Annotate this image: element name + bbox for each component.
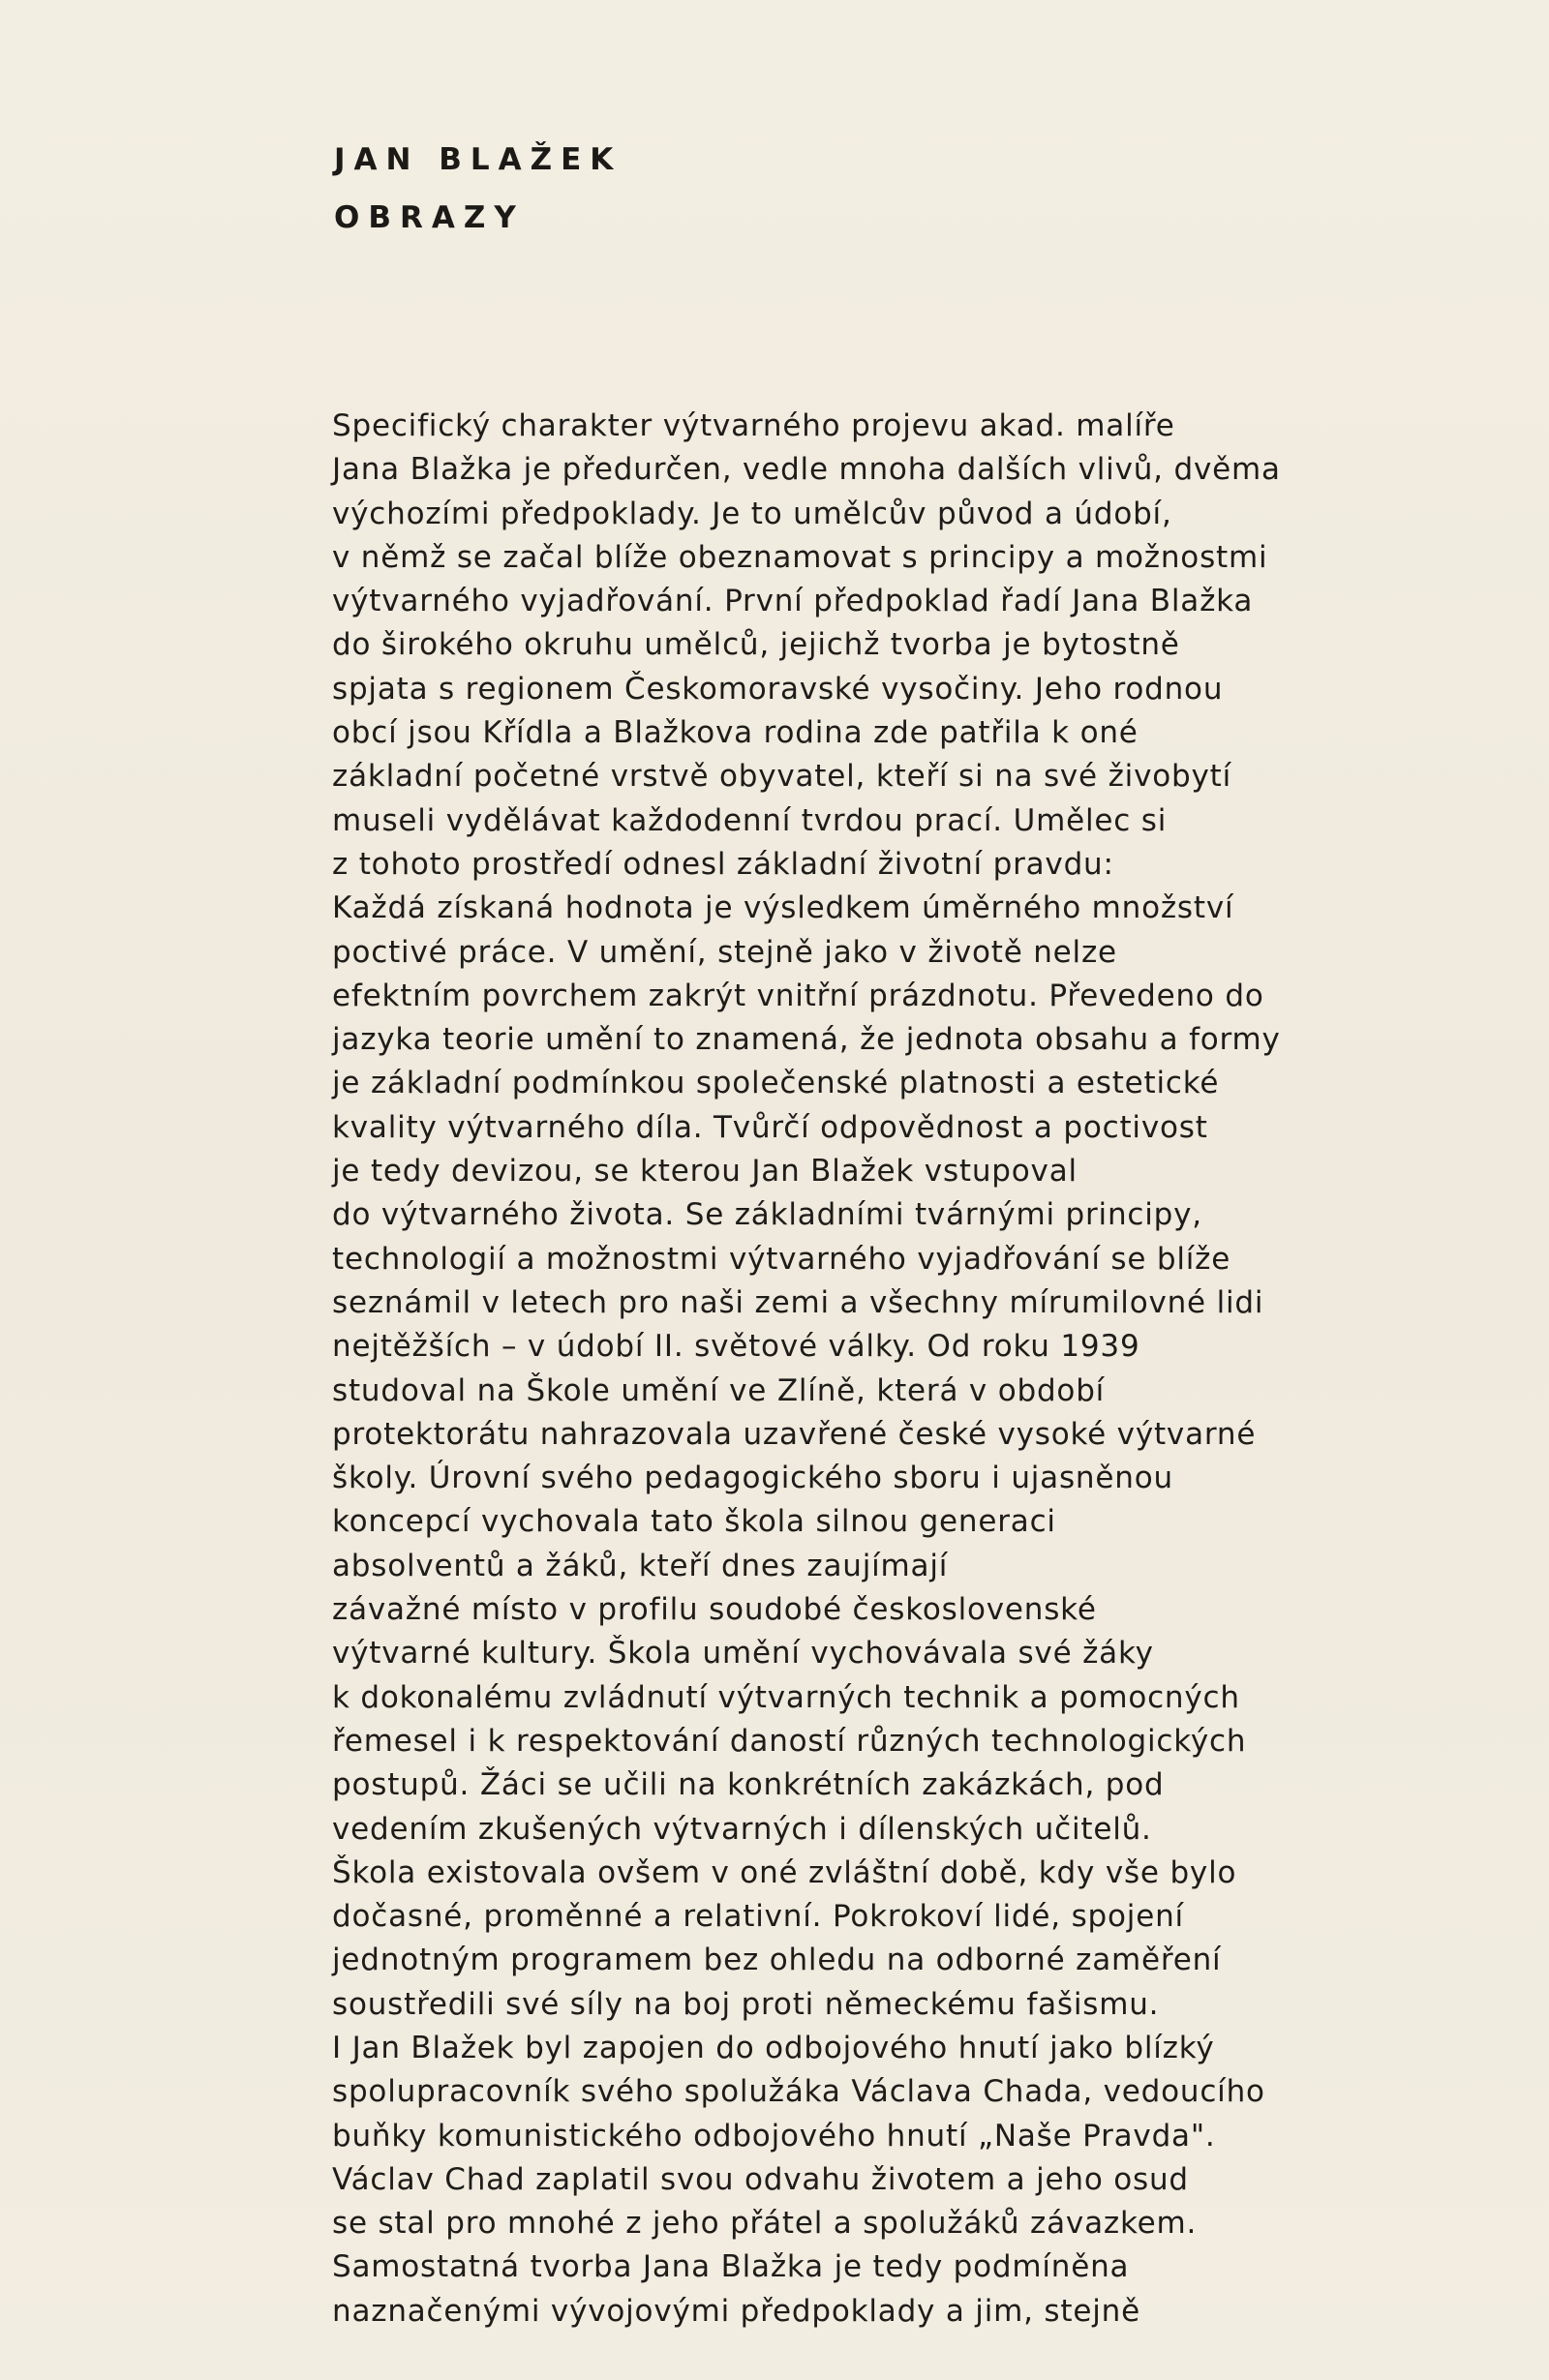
text-line: Specifický charakter výtvarného projevu akad. malíře xyxy=(332,408,1175,443)
text-line: spolupracovník svého spolužáka Václava Chada, vedoucího xyxy=(332,2074,1265,2110)
text-line: v němž se začal blíže obeznamovat s principy a možnostmi xyxy=(332,539,1268,575)
text-line: spjata s regionem Českomoravské vysočiny. Jeho rodnou xyxy=(332,671,1224,707)
text-line: jazyka teorie umění to znamená, že jednota obsahu a formy xyxy=(332,1022,1281,1058)
text-line: seznámil v letech pro naši zemi a všechny mírumilovné lidi xyxy=(332,1284,1264,1320)
text-line: koncepcí vychovala tato škola silnou generaci xyxy=(332,1504,1056,1540)
body-text xyxy=(332,405,1378,2334)
text-line: je tedy devizou, se kterou Jan Blažek vstupoval xyxy=(332,1154,1078,1190)
text-line: absolventů a žáků, kteří dnes zaujímají xyxy=(332,1548,949,1583)
text-line: technologií a možnostmi výtvarného vyjadřování se blíže xyxy=(332,1241,1231,1277)
text-line: protektorátu nahrazovala uzavřené české vysoké výtvarné xyxy=(332,1416,1257,1452)
text-line: museli vydělávat každodenní tvrdou prací. Umělec si xyxy=(332,802,1168,838)
text-line: buňky komunistického odbojového hnutí „Naše Pravda". xyxy=(332,2118,1216,2154)
text-line: naznačenými vývojovými předpoklady a jim, stejně xyxy=(332,2293,1140,2329)
text-line: výtvarného vyjadřování. První předpoklad řadí Jana Blažka xyxy=(332,584,1254,619)
text-line: školy. Úrovní svého pedagogického sboru i ujasněnou xyxy=(332,1461,1173,1496)
text-line: do širokého okruhu umělců, jejichž tvorba je bytostně xyxy=(332,627,1180,663)
text-line: základní početné vrstvě obyvatel, kteří si na své živobytí xyxy=(332,759,1231,795)
text-line: poctivé práce. V umění, stejně jako v životě nelze xyxy=(332,934,1117,970)
subtitle-heading: OBRAZY xyxy=(334,200,525,235)
text-line: postupů. Žáci se učili na konkrétních zakázkách, pod xyxy=(332,1767,1165,1803)
text-line: řemesel i k respektování daností různých technologických xyxy=(332,1723,1247,1759)
text-line: efektním povrchem zakrýt vnitřní prázdnotu. Převedeno do xyxy=(332,978,1264,1013)
text-line: výchozími předpoklady. Je to umělcův původ a údobí, xyxy=(332,496,1172,531)
text-line: se stal pro mnohé z jeho přátel a spolužáků závazkem. xyxy=(332,2206,1198,2242)
text-line: Škola existovala ovšem v oné zvláštní době, kdy vše bylo xyxy=(332,1854,1237,1890)
text-line: k dokonalému zvládnutí výtvarných technik a pomocných xyxy=(332,1679,1240,1715)
text-line: Jana Blažka je předurčen, vedle mnoha dalších vlivů, dvěma xyxy=(332,452,1281,488)
text-line: Václav Chad zaplatil svou odvahu životem a jeho osud xyxy=(332,2161,1189,2197)
text-line: Samostatná tvorba Jana Blažka je tedy podmíněna xyxy=(332,2249,1130,2285)
text-line: do výtvarného života. Se základními tvárnými principy, xyxy=(332,1197,1202,1233)
text-line: kvality výtvarného díla. Tvůrčí odpovědnost a poctivost xyxy=(332,1109,1208,1145)
text-line: soustředili své síly na boj proti německému fašismu. xyxy=(332,1986,1160,2022)
text-line: jednotným programem bez ohledu na odborné zaměření xyxy=(332,1943,1222,1978)
author-heading: JAN BLAŽEK xyxy=(334,142,623,177)
text-line: z tohoto prostředí odnesl základní životní pravdu: xyxy=(332,846,1114,882)
text-line: obcí jsou Křídla a Blažkova rodina zde patřila k oné xyxy=(332,715,1139,751)
text-line: dočasné, proměnné a relativní. Pokrokoví lidé, spojení xyxy=(332,1899,1184,1935)
text-line: studoval na Škole umění ve Zlíně, která v období xyxy=(332,1372,1106,1408)
text-line: Každá získaná hodnota je výsledkem úměrného množství xyxy=(332,890,1234,926)
text-line: nejtěžších – v údobí II. světové války. Od roku 1939 xyxy=(332,1329,1140,1365)
text-line: výtvarné kultury. Škola umění vychovávala své žáky xyxy=(332,1636,1154,1672)
text-line: I Jan Blažek byl zapojen do odbojového hnutí jako blízký xyxy=(332,2030,1215,2065)
text-line: vedením zkušených výtvarných i dílenských učitelů. xyxy=(332,1811,1152,1847)
text-line: závažné místo v profilu soudobé československé xyxy=(332,1592,1097,1628)
text-line: je základní podmínkou společenské platnosti a estetické xyxy=(332,1066,1220,1101)
